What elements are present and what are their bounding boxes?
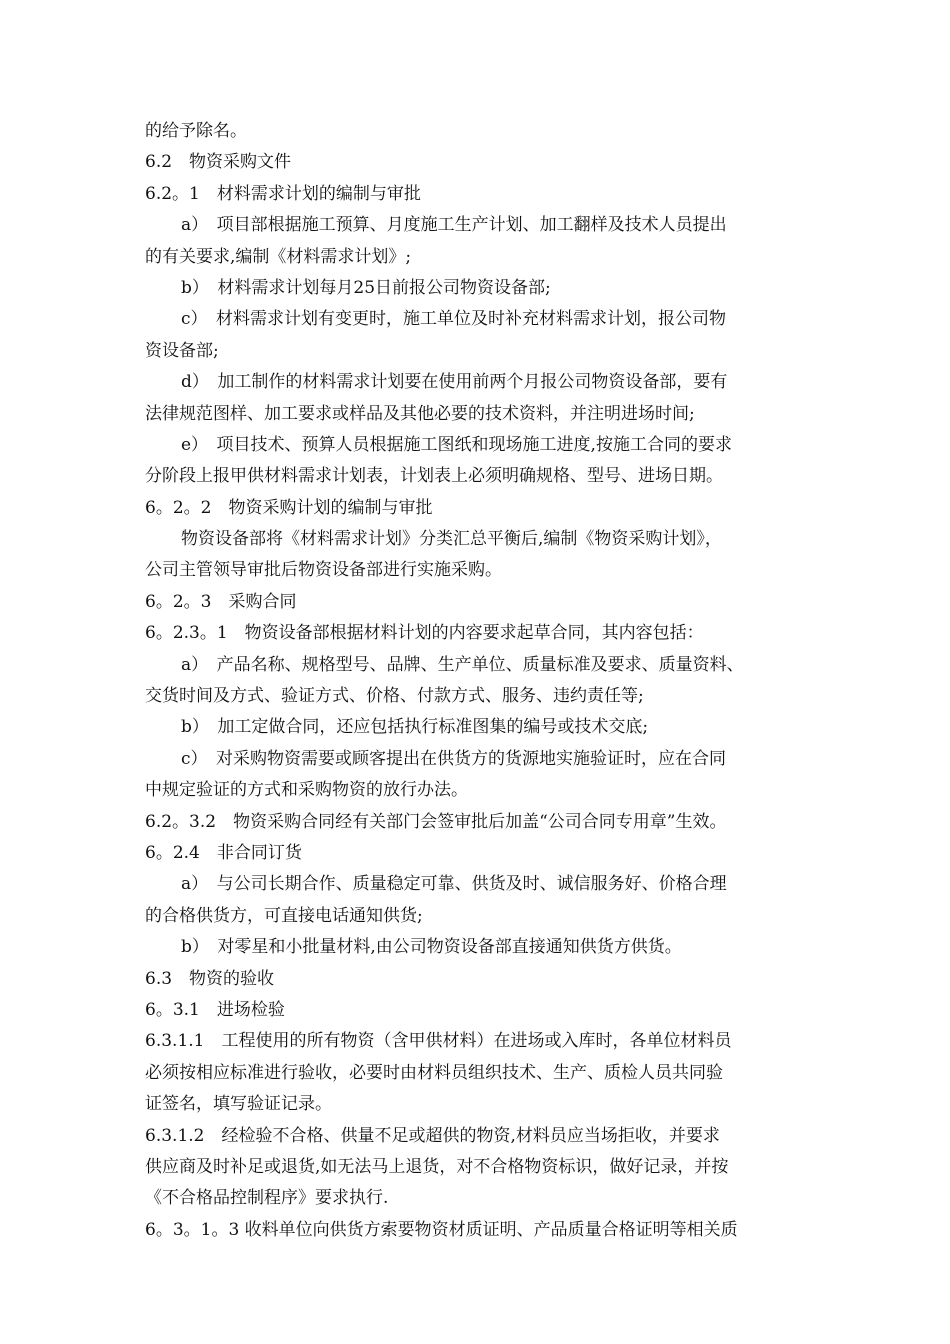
- text-line: 6。2。3 采购合同: [145, 591, 297, 612]
- text-line: 的合格供货方，可直接电话通知供货;: [145, 905, 423, 926]
- text-line: 6.3.1.2 经检验不合格、供量不足或超供的物资,材料员应当场拒收，并要求: [145, 1125, 720, 1146]
- document-body: [145, 116, 825, 1246]
- text-line: a） 产品名称、规格型号、品牌、生产单位、质量标准及要求、质量资料、: [181, 654, 744, 675]
- text-line: 《不合格品控制程序》要求执行.: [145, 1188, 389, 1209]
- text-line: e） 项目技术、预算人员根据施工图纸和现场施工进度,按施工合同的要求: [181, 434, 732, 455]
- text-line: 6.3 物资的验收: [145, 968, 275, 989]
- text-line: 6。2.4 非合同订货: [145, 842, 302, 863]
- text-line: b） 对零星和小批量材料,由公司物资设备部直接通知供货方供货。: [181, 937, 682, 958]
- text-line: c） 材料需求计划有变更时，施工单位及时补充材料需求计划，报公司物: [181, 309, 727, 330]
- text-line: 法律规范图样、加工要求或样品及其他必要的技术资料，并注明进场时间;: [145, 403, 695, 424]
- text-line: 6。3。1。3 收料单位向供货方索要物资材质证明、产品质量合格证明等相关质: [145, 1219, 738, 1240]
- text-line: a） 与公司长期合作、质量稳定可靠、供货及时、诚信服务好、价格合理: [181, 874, 727, 895]
- text-line: b） 加工定做合同，还应包括执行标准图集的编号或技术交底;: [181, 717, 649, 738]
- text-line: 6.2。1 材料需求计划的编制与审批: [145, 183, 421, 204]
- text-line: 物资设备部将《材料需求计划》分类汇总平衡后,编制《物资采购计划》，: [181, 529, 722, 550]
- text-line: 6.2。3.2 物资采购合同经有关部门会签审批后加盖“公司合同专用章”生效。: [145, 811, 727, 832]
- text-line: 6.3.1.1 工程使用的所有物资（含甲供材料）在进场或入库时，各单位材料员: [145, 1031, 732, 1052]
- text-line: 6。3.1 进场检验: [145, 999, 285, 1020]
- text-line: 中规定验证的方式和采购物资的放行办法。: [145, 780, 468, 801]
- text-line: 6。2。2 物资采购计划的编制与审批: [145, 497, 433, 518]
- text-line: 证签名，填写验证记录。: [145, 1094, 332, 1115]
- text-line: 分阶段上报甲供材料需求计划表，计划表上必须明确规格、型号、进场日期。: [145, 466, 723, 487]
- text-line: 公司主管领导审批后物资设备部进行实施采购。: [145, 560, 502, 581]
- text-line: 的有关要求,编制《材料需求计划》;: [145, 246, 412, 267]
- text-line: 的给予除名。: [145, 121, 247, 141]
- text-line: a） 项目部根据施工预算、月度施工生产计划、加工翻样及技术人员提出: [181, 215, 727, 236]
- text-line: 交货时间及方式、验证方式、价格、付款方式、服务、违约责任等;: [145, 686, 644, 707]
- text-line: b） 材料需求计划每月25日前报公司物资设备部;: [181, 277, 551, 298]
- text-line: 6.2 物资采购文件: [145, 152, 292, 173]
- text-line: 资设备部;: [145, 340, 219, 361]
- text-line: c） 对采购物资需要或顾客提出在供货方的货源地实施验证时，应在合同: [181, 748, 727, 769]
- text-line: 供应商及时补足或退货,如无法马上退货，对不合格物资标识，做好记录，并按: [145, 1156, 729, 1177]
- text-line: 必须按相应标准进行验收，必要时由材料员组织技术、生产、质检人员共同验: [145, 1062, 723, 1083]
- text-line: d） 加工制作的材料需求计划要在使用前两个月报公司物资设备部，要有: [181, 372, 728, 393]
- text-line: 6。2.3。1 物资设备部根据材料计划的内容要求起草合同，其内容包括：: [145, 623, 704, 644]
